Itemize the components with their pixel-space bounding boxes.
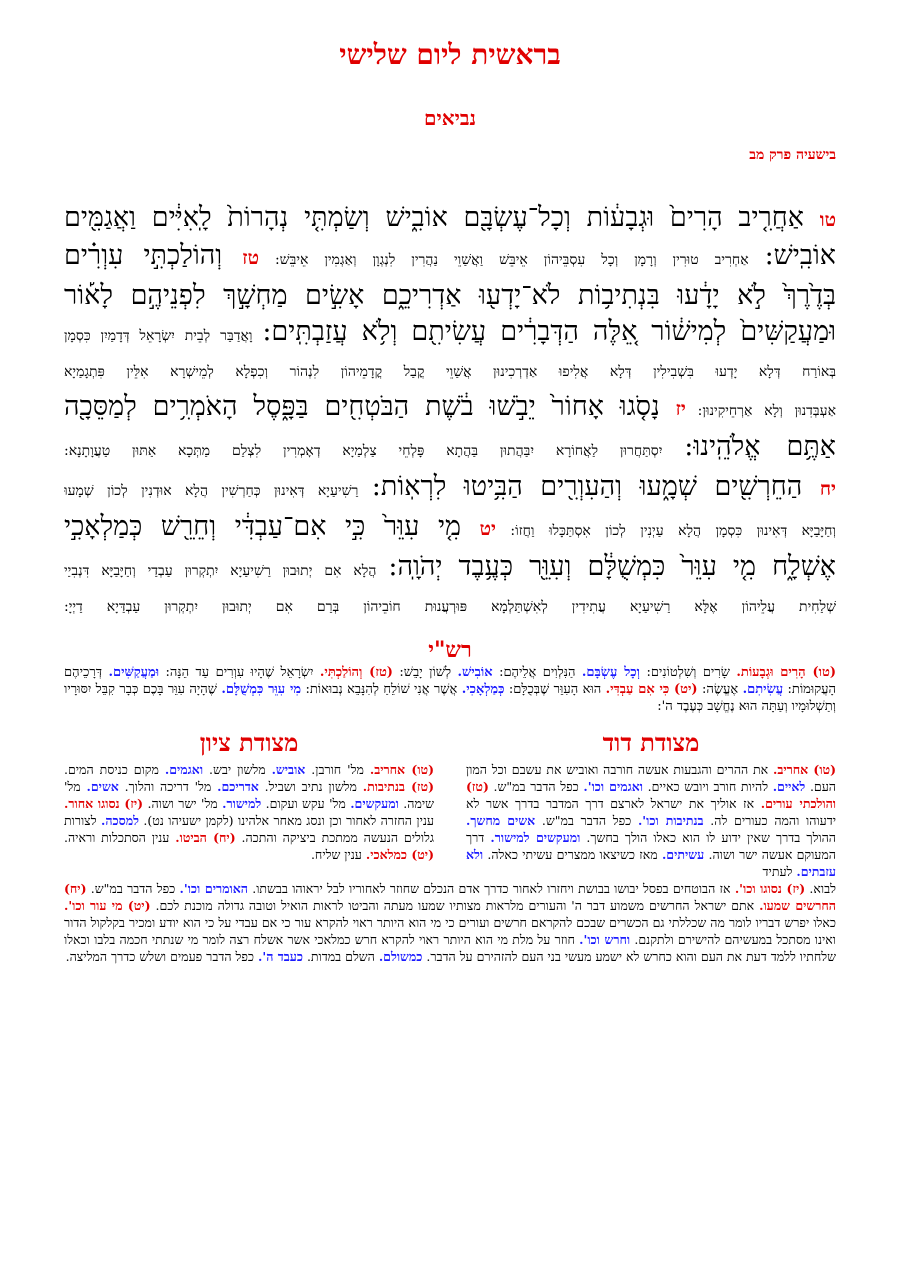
- text-segment: דרך המעוקם אעשה ישר ושוה.: [466, 830, 836, 862]
- text-segment: כפל הדבר במ"ש.: [535, 813, 638, 828]
- metzudat-david-text: [466, 761, 836, 880]
- commentary-heading-red: (טז) בנתיבות.: [362, 779, 434, 794]
- text-segment: אֲשֶׁר אֲנִי שׁוֹלֵחַ לְהִנָּבֵא נְבוּאוֹת:: [301, 682, 462, 697]
- text-segment: מִ֤י עִוֵּר֙ כִּ֣י אִם־עַבְדִּ֔י וְחֵרֵ֖שׁ כְּמַלְאָכִ֣י: [64, 511, 480, 542]
- commentary-heading-blue: כמשולם.: [378, 949, 423, 964]
- commentary-heading-red: (יח) החרשים שמעו.: [64, 881, 836, 913]
- text-segment: וְהוֹלַכְתִּ֣י עִוְרִ֗ים: [64, 240, 243, 271]
- commentary-heading-red: (טו) הָרִים וּגְבָעוֹת.: [736, 665, 836, 680]
- commentary-heading-blue: אשים מחשך.: [466, 813, 536, 828]
- targum-text: הֲלָא אִם יְתוּבוּן רַשִׁיעַיָא יִתְקְרוּן עַבְדַי וְחַיָּבַיָּא דִּנְבִיַי: [64, 563, 389, 579]
- text-segment: אַחֲרִ֤יב הָרִים֙ וּגְבָע֔וֹת וְכָל־עֶשְׂבָּ֖ם אוֹבִ֑ישׁ וְשַׂמְתִּ֤י נְהָרוֹת֙ לָֽאִיִּ֔ים וַאֲגַמִּ֖ים: [64, 202, 820, 233]
- commentary-heading-blue: וְכָל עֶשְׂבָּם.: [581, 665, 640, 680]
- text-segment: לצורות גלולים הנעשה ממתכת ביציקה והתכה.: [64, 813, 434, 845]
- commentary-heading-blue: כְּמַלְאָכִי.: [461, 682, 505, 697]
- verse-number: טו: [819, 209, 836, 231]
- commentary-heading-blue: ואגמים וכו'.: [583, 779, 643, 794]
- text-segment: מלשון נתיב ושביל.: [258, 779, 363, 794]
- chapter-label: בישעיה פרק מב: [749, 147, 836, 163]
- verse-number: יז: [675, 398, 686, 420]
- text-segment: נָסֹ֤גוּ אָחוֹר֙ יֵבֹ֣שׁוּ בֹ֔שֶׁת הַבֹּטְחִ֖ים בַּפָּ֑סֶל הָאֹמְרִ֥ים לְמַסֵּכָ֖ה: [64, 391, 676, 422]
- commentary-heading-blue: וּמַעֲקַשִּׁים.: [108, 665, 160, 680]
- commentary-heading-blue: אוביש.: [271, 762, 306, 777]
- text-segment: הוּא הָעִוֵּר שֶׁבְּכֻלָּם:: [504, 682, 606, 697]
- commentary-heading-red: (טו) אחריב.: [369, 762, 434, 777]
- verse-line: [64, 238, 836, 278]
- text-segment: דְּרָכֵיהֶם הָעֲקוּמוֹת:: [64, 665, 836, 697]
- text-segment: השלם במדות.: [302, 949, 379, 964]
- text-segment: אז אוליך את ישראל לארצם דרך המדבר בדרך אשר לא ידעוהו והמה כעורים לה.: [466, 796, 836, 828]
- text-segment: בְּדֶ֙רֶךְ֙ לֹ֣א יָדָ֔עוּ בִּנְתִיב֥וֹת לֹא־יָדְע֖וּ אַדְרִיכֵ֑ם אָשִׂ֣ים מַחְשָׁ֣ךְ לִפְנֵיהֶ֣ם לָא֡וֹר: [64, 280, 836, 311]
- commentary-heading-blue: אדריכם.: [217, 779, 259, 794]
- commentary-heading-blue: כעבד ה'.: [258, 949, 303, 964]
- commentary-heading-blue: אשים.: [86, 779, 119, 794]
- text-segment: אתם ישראל החרשים משמוע דבר ה' והעורים מלראות מצותיו שמעו מעתה והביטו לראות הואיל וטובה גדולה מוכנת לכם.: [150, 898, 760, 913]
- commentary-heading-red: (יט) מי עור וכו'.: [64, 898, 151, 913]
- metzudat-david-continuation: [64, 880, 836, 965]
- verse-line: [64, 469, 836, 509]
- text-segment: שֶׁהָיָה עִוֵּר בָּכֶם כְּבָר קִבֵּל יִסּוּרָיו וְתַשְׁלוּמָיו וְעַתָּה הוּא נֶחֱשָׁב כְּעֶבֶד ה':: [64, 682, 836, 714]
- commentary-heading-red: (יט) כִּי אִם עַבְדִּי.: [605, 682, 698, 697]
- text-segment: מל' דריכה והלוך.: [118, 779, 218, 794]
- targum-text: אַעְבְּדִנוּן וְלָא אַרְחֵיקִינוּן:: [685, 403, 836, 419]
- text-segment: אֶשְׁלָ֑ח מִ֤י עִוֵּר֙ כִּמְשֻׁלָּ֔ם וְעִוֵּ֖ר כְּעֶ֥בֶד יְהֹוָֽה:: [388, 551, 836, 582]
- commentary-heading-blue: עשיתים.: [661, 847, 705, 862]
- text-segment: ענין הסתכלות וראיה.: [64, 830, 176, 845]
- metzudat-david-heading: מצודת דוד: [602, 728, 700, 757]
- text-segment: לבוא.: [805, 881, 836, 896]
- text-segment: כפל הדבר פעמים ושלש כדרך המליצה.: [65, 949, 259, 964]
- commentary-heading-blue: מִי עִוֵּר כִּמְשֻׁלָּם.: [221, 682, 302, 697]
- commentary-heading-red: (טז) וְהוֹלַכְתִּי.: [319, 665, 393, 680]
- targum-text: וְחַיָּבַיָּא דְּאִינוּן כִּסְמָן הֲלָא עַיְנִין לְכוֹן אִסְתַּכָּלוּ וַחֲזוֹ:: [495, 523, 836, 539]
- commentary-heading-blue: לאיים.: [772, 779, 806, 794]
- commentary-heading-red: (יז) נסוגו וכו'.: [734, 881, 806, 896]
- text-segment: חוזר על מלת מי הוא היותר ראוי להקרא חרש כמלאכי אשר אשלח רצה לומר מי שנתתי חכמה בלבו וכאלו שלחתיו ללמד דעת את העם והוא כחרש לא ישמע מעשי בני העם להזהירם על הדבר.: [64, 932, 836, 964]
- text-segment: ההולך בדרך שאין ידוע לו הוא כאלו הולך בחשך.: [580, 830, 836, 845]
- text-segment: כאלו יפרש דבריו לומר מה שכללתי גם הכשרים שבכם להקראם חרשים ועורים כי מי הוא היותר ראוי להקרא עור כי אם עבדי על כי הוא יודע ומכיר בקלקול הדור ואינו מסתכל במעשיהם להישירם ולתקנם.: [64, 915, 837, 947]
- targum-text: רַשִׁיעַיָא דְּאִינוּן כְּחַרְשִׁין הֲלָא אוּדְנִין לְכוֹן שְׁמָעוּ: [64, 483, 372, 499]
- text-segment: אַתֶּ֥ם אֱלֹהֵֽינוּ:: [684, 431, 836, 462]
- text-segment: הַחֵרְשִׁ֖ים שְׁמָ֑עוּ וְהַעִוְרִ֖ים הַבִּ֥יטוּ לִרְאֽוֹת:: [371, 471, 820, 502]
- verse-line: [64, 389, 836, 429]
- text-segment: יִשְׂרָאֵל שֶׁהָיוּ עִוְרִים עַד הֵנָּה:: [159, 665, 320, 680]
- text-segment: את ההרים והגבעות אעשה חורבה ואוביש את עשבם וכל המון העם.: [466, 762, 836, 794]
- commentary-heading-red: (טו) אחריב.: [772, 762, 836, 777]
- text-segment: הַנִּלְוִים אֲלֵיהֶם:: [492, 665, 582, 680]
- commentary-heading-blue: ומעקשים למישור.: [490, 830, 581, 845]
- verse-line: [64, 314, 836, 354]
- page-title: בראשית ליום שלישי: [339, 38, 561, 71]
- metzudat-zion-text: [64, 761, 434, 863]
- targum-text: וָאֲדַבַּר לְבֵית יִשְׂרָאֵל דְּדָמַיִן כִּסְמָן: [64, 328, 263, 344]
- verse-line: [64, 589, 836, 624]
- verse-number: טז: [242, 247, 259, 269]
- verse-line: [64, 278, 836, 314]
- text-segment: לעתיד: [762, 864, 797, 879]
- text-segment: כפל הדבר במ"ש.: [86, 881, 180, 896]
- commentary-heading-blue: עֲשִׂיתִם.: [742, 682, 784, 697]
- metzudat-david-column: [466, 729, 836, 880]
- verse-line: [64, 509, 836, 549]
- targum-text: שְׁלַחִית עֲלֵיהוֹן אֶלָּא רַשִׁיעַיָא עֲתִידִין לְאִשְׁתַּלְמָא פּוּרְעֲנוּת חוֹבֵיהוֹן בְּרַם אִם יְתוּבוּן יִתְקְרוּן עַבְדַּיָא דַיְיָ:: [64, 599, 836, 615]
- main-text: [64, 200, 836, 624]
- targum-text: יִסְתַּחֲרוּן לַאֲחוֹרָא יִבַּהֲתוּן בַּהֲתָא פָּלְחֵי צַלְמַיָא דְאָמְרִין לִצְלַם מַתְּכָא אַתּוּן טַעֲוָתָנָא:: [64, 443, 685, 459]
- commentary-heading-blue: ולא עזבתים.: [466, 847, 836, 879]
- section-subtitle: נביאים: [424, 106, 476, 130]
- commentary-heading-blue: ומעקשים.: [350, 796, 399, 811]
- commentary-heading-blue: אוֹבִישׁ.: [457, 665, 493, 680]
- rashi-heading: רש"י: [428, 637, 472, 663]
- text-segment: מקום כניסת המים.: [64, 762, 165, 777]
- verse-line: [64, 354, 836, 389]
- text-segment: ענין שליח.: [310, 847, 366, 862]
- commentary-heading-blue: למסכה.: [100, 813, 139, 828]
- commentary-heading-red: (טז) והולכתי עורים.: [466, 779, 836, 811]
- targum-text: אַחְרִיב טוּרִין וְרָמָן וְכָל עִסְבֵּיהוֹן אֵיבֵּשׁ וַאֲשַׁוֵי נַהֲרִין לִנְגְוָן וְאַגְמִין אֵיבֵּשׁ:: [258, 252, 765, 268]
- text-segment: מל' עקש ועקום.: [261, 796, 351, 811]
- text-segment: לְשׁוֹן יָבֵשׁ:: [392, 665, 458, 680]
- text-segment: וּמַעֲקַשִּׁים֙ לְמִישׁ֔וֹר אֵ֚לֶּה הַדְּבָרִ֔ים עֲשִׂיתִ֖ם וְלֹ֥א עֲזַבְתִּֽים:: [262, 316, 836, 347]
- text-segment: מאז כשיצאו ממצרים עשיתי כאלה.: [483, 847, 662, 862]
- metzudat-zion-heading: מצודת ציון: [199, 728, 299, 757]
- verse-number: יח: [819, 478, 836, 500]
- text-segment: מלשון יבש.: [203, 762, 272, 777]
- rashi-commentary: [64, 664, 836, 715]
- verse-number: יט: [479, 518, 496, 540]
- targum-text: בְּאוֹרַח דְּלָא יָדְעוּ בִּשְׁבִילִין דְּלָא אֲלִיפוּ אַדְרְכִינוּן אֲשַׁוֵי קֳבַל קֳדָמֵיהוֹן לִנְהוֹר וְכִפְלָא לְמֵישְׁרָא אִלֵּין פִּתְגָמַיָא: [64, 364, 836, 380]
- text-segment: כפל הדבר במ"ש.: [488, 779, 584, 794]
- text-segment: אֶעֱשֶׂה:: [697, 682, 743, 697]
- text-segment: מל' ישר ושוה.: [143, 796, 223, 811]
- commentary-columns: [64, 729, 836, 880]
- commentary-heading-red: (יז) נסוגו אחור.: [64, 796, 144, 811]
- metzudat-zion-column: [64, 729, 434, 880]
- text-segment: מל' חורבן.: [305, 762, 370, 777]
- text-segment: מל' שימה.: [64, 779, 434, 811]
- commentary-heading-blue: למישור.: [222, 796, 262, 811]
- verse-line: [64, 429, 836, 469]
- verse-line: [64, 200, 836, 238]
- text-segment: אז הבוטחים בפסל יבושו בבושת ויחזרו לאחור כדרך אדם הנכלם שחוזר לאחוריו לבל יראוהו בבשתו.: [247, 881, 735, 896]
- commentary-heading-red: (יח) הביטו.: [175, 830, 236, 845]
- text-segment: להיות חורב ויובש כאיים.: [643, 779, 773, 794]
- commentary-heading-blue: וחרש וכו'.: [579, 932, 631, 947]
- text-segment: אוֹבִֽישׁ:: [764, 240, 836, 271]
- text-segment: ענין החזרה לאחור וכן ונסג מאחר אלהינו (לקמן ישעיהו נט).: [139, 813, 435, 828]
- commentary-heading-blue: בנתיבות וכו'.: [637, 813, 704, 828]
- commentary-heading-blue: ואגמים.: [164, 762, 204, 777]
- verse-line: [64, 549, 836, 589]
- commentary-heading-blue: האומרים וכו'.: [179, 881, 248, 896]
- text-segment: שָׂרִים וְשִׁלְטוֹנִים:: [639, 665, 737, 680]
- commentary-heading-red: (יט) כמלאכי.: [365, 847, 434, 862]
